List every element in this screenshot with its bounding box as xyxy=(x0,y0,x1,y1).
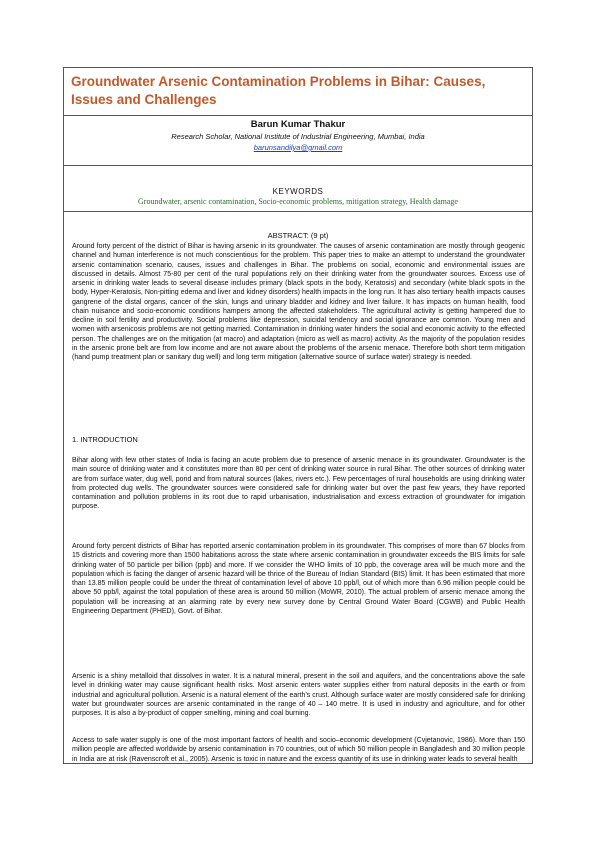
abstract-text: Around forty percent of the district of Bihar is having arsenic in its groundwater. The causes of arsenic contamination are mostly through geogenic channel and human interference is not much conscientious for the problem. This paper tries to make an attempt to understand the groundwater arsenic contamination scenario, causes, issues and challenges in Bihar. The problems on social, economic and environmental issues are discussed in details. Almost 75-80 per cent of the rural populations rely on their drinking water from the groundwater sources. Excess use of arsenic in drinking water leads to several disease includes primary (black spots in the body, Keratosis) and secondary (white black spots in the body, Hyper-Keratosis, Non-pitting edema and liver and kidney disorders) health impacts in the long run. It has also tertiary health impacts causes gangrene of the distal organs, cancer of the skin, lungs and urinary bladder and kidney and liver failure. It has impacts on human health, food chain nuisance and socio-economic conditions hampers among the affected stakeholders. The agricultural activity is getting hampered due to decline in soil fertility and productivity. Social problems like depression, suicidal tendency and social ignorance are common. Young men and women with arsenicosis problems are not getting married. Contamination in drinking water hinders the social and economic activity to the effected person. The challenges are on the mitigation (at macro) and adaptation (micro as well as macro) activity. As the majority of the population resides in the arsenic prone belt are from low income and are not aware about the problems of the arsenic menace. Therefore both short term mitigation (hand pump treatment plan or sanitary dug well) and long term mitigation (alternative source of surface water) strategy is needed. xyxy=(72,243,525,361)
paper-title: Groundwater Arsenic Contamination Problems in Bihar: Causes, Issues and Challenges xyxy=(71,74,486,107)
author-email-link[interactable]: barunsandilya@gmail.com xyxy=(253,143,343,152)
keywords-heading: KEYWORDS xyxy=(272,187,324,196)
intro-paragraph-4: Access to safe water supply is one of the most important factors of health and socio–economic development (Cvjetanovic, 1986). More than 150 million people are affected worldwide by arsenic contamination in 70 countries, out of which 50 million people in Bangladesh and 30 million people in India are at risk (Ravenscroft et al., 2005). Arsenic is toxic in nature and the excess quantity of its use in drinking water leads to several health xyxy=(72,737,525,763)
keywords-text: Groundwater, arsenic contamination, Socio-economic problems, mitigation strategy, Health damage xyxy=(138,197,458,206)
divider xyxy=(64,115,532,116)
author-affiliation: Research Scholar, National Institute of Industrial Engineering, Mumbai, India xyxy=(171,132,425,141)
intro-paragraph-3: Arsenic is a shiny metalloid that dissolves in water. It is a natural mineral, present in the soil and aquifers, and the concentrations above the safe level in drinking water may cause significant health risks. Most arsenic enters water supplies either from natural deposits in the earth or from industrial and agricultural pollution. Arsenic is a natural element of the earth's crust. Although surface water are mostly considered safe for drinking water but groundwater sources are arsenic contaminated in the range of 40 – 140 metre. It is used in industry and agriculture, and for other purposes. It is also a by-product of copper smelting, mining and coal burning. xyxy=(72,673,525,717)
intro-paragraph-2: Around forty percent districts of Bihar has reported arsenic contamination problem in its groundwater. This comprises of more than 67 blocks from 15 districts and covering more than 1500 habitations across the state where arsenic contamination in groundwater exceeds the BIS limits for safe drinking water of 50 particle per billion (ppb) and more. If we consider the WHO limits of 10 ppb, the coverage area will be much more and the population which is facing the danger of arsenic hazard will be thrice of the Bureau of Indian Standard (BIS) limit. It has been estimated that more than 13.85 million people could be under the threat of contamination level of above 10 ppb/l, out of which more than 6.96 million people could be above 50 ppb/l, against the total population of these area is around 50 million (MoWR, 2010). The actual problem of arsenic menace among the population will be increasing at an alarming rate by every new survey done by Central Ground Water Board (CGWB) and Public Health Engineering Department (PHED), Govt. of Bihar. xyxy=(72,543,525,615)
abstract-heading: ABSTRACT: (9 pt) xyxy=(267,231,329,240)
divider xyxy=(64,211,532,212)
paper-frame xyxy=(63,67,533,764)
intro-paragraph-1: Bihar along with few other states of India is facing an acute problem due to presence of arsenic menace in its groundwater. Groundwater is the main source of drinking water and it constitutes more than 80 per cent of drinking water source in rural Bihar. The other sources of drinking water are from surface water, dug well, pond and from natural sources (lakes, rivers etc.). Few percentages of rural households are using drinking water from protected dug wells. The groundwater sources were considered safe for drinking water but over the past few years, they have reported contamination and pollution problems in its root due to rapid urbanisation, industrialisation and excess extraction of groundwater for irrigation purpose. xyxy=(72,457,525,511)
introduction-heading: 1. INTRODUCTION xyxy=(72,435,138,444)
divider xyxy=(64,165,532,166)
author-name: Barun Kumar Thakur xyxy=(250,119,346,130)
